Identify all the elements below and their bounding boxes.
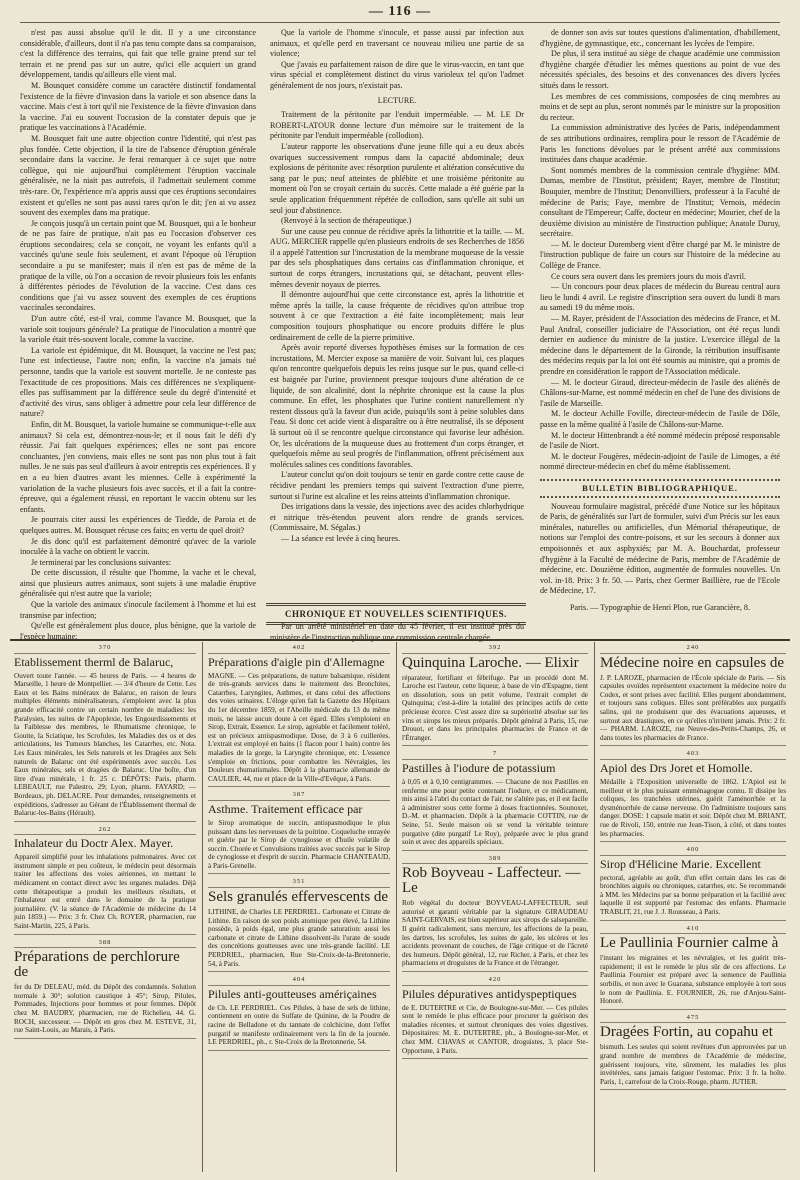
- ad-text: à 0,05 et à 0,10 centigrammes. — Chacune de nos Pastilles en renferme une pour petite contenant l'iodure, et ce médicament, mis ainsi à l'abri du contact de l'air, ne s'altère pas, et il est facile à administrer sous cette forme à doses fractionnées. Sounoxet, D.-M. et pharmacien. Dépôt à la pharmacie COTTIN, rue de Seine, 51. Seule maison où se vend la véritable teinture purgative (dite purgatif Le Roy), préparée avec le plus grand soin et avec des appareils spéciaux.: [402, 777, 588, 847]
- ad-text: Ouvert toute l'année. — 45 heures de Paris. — 4 heures de Marseille, 1 heure de Montpellier. — 3/4 d'heure de Cette. Les Eaux et les Bains minéraux de Balaruc, en raison de leurs multiples éléments minéralisateurs, s'emploient avec la plus grande efficacité contre un certain nombre de maladies: les Paralysies, les suites de l'Apoplexie, les Engourdissements et la Faiblesse des membres, le Rhumatisme chronique, le Goutte, la Sciatique, les Scrofules, les Maladies des os et des articulations, les Tumeurs blanches, les Catarrhes, etc. Nota. Les Eaux minérales, les Sels naturels et les Dragées aux Sels naturels de Balaruc ont été expérimentés avec succès. Les Eaux minérales, sels et dragées de Balaruc. Une boîte, d'un litre d'eau minérale, 1 fr. 25 c. DÉPÔTS: Paris, pharm. LEBEAULT, rue Palestro, 29; Lyon, pharm. FAYARD; — Bordeaux, ph. DELACRE. Pour demandes, renseignements et expéditions, s'adresser au Gérant de l'Établissement thermal de Balaruc-les-Bains (Hérault).: [14, 671, 196, 818]
- paragraph: (Renvoyé à la section de thérapeutique.): [281, 216, 412, 226]
- ad-title: Sirop d'Hélicine Marie. Excellent: [600, 856, 761, 871]
- paragraph: L'auteur conclut qu'on doit toujours se tenir en garde contre cette cause de récidive pendant les premiers temps qui suivent l'extraction d'une pierre, surtout si l'urine est alcaline et les reins atteints d'inflammation chronique.: [270, 470, 524, 501]
- ad-text: de Ch. LE PERDRIEL. Ces Pilules, à base de sels de lithine, contiennent en outre du Sulfate de Quinine, de la Poudre de racine de Belladone et du tannate de colchicine, dont l'effet purgatif se manifeste ordinairement vers la fin de la journée. LE PERDRIEL, ph., r. Ste-Croix de la Bretonnerie, 54.: [208, 1003, 390, 1047]
- paragraph: De plus, il sera institué au siège de chaque académie une commission d'hygiène chargée d'étudier les mêmes questions au point de vue des nécessités spéciales, des besoins et des convenances des divers lycées situés dans le ressort.: [540, 49, 780, 90]
- ad-text: MAGNE. — Ces préparations, de nature balsamique, résident de très-grands services dans le traitement des Bronchites, Catarrhes, Laryngites, Asthmes, et dans celui des affections des voies urinaires. L'éloge qu'en fait la Gazette des Hôpitaux du 1er décembre 1859, et l'Abeille médicale du 13 du même mois, ne laisse aucun doute à cet égard. Elles s'emploient en Sirop, Extrait, Essence. Le sirop, agréable et facilement toléré, est un précieux antispasmodique. Dose, de 3 à 6 cuillerées. L'extrait est employé en bains (1 flacon pour 1 bain) contre les maladies de la gorge, la Laryngite chronique, etc. L'essence s'emploie en frictions, pour combattre les Névralgies, les Douleurs rhumatismales. Dépôt à la pharmacie allemande de CAULIER, 44, rue et place de la Ville-d'Evêque, à Paris.: [208, 671, 390, 783]
- paragraph: LECTURE.: [377, 95, 417, 105]
- ad-number: 403: [600, 750, 786, 760]
- ad-text: pectoral, agréable au goût, d'un effet certain dans les cas de bronchites aiguës ou chroniques, catarrhes, etc. Se recommande à MM. les Médecins par sa bonne préparation et la facilité avec laquelle il est supporté par l'estomac des enfants. Pharmacie TRABLIT, 21, rue J. J. Rousseau, à Paris.: [600, 873, 786, 917]
- paragraph: Sur une cause peu connue de récidive après la lithotritie et la taille. — M. AUG. MERCIER rappelle qu'en plusieurs endroits de ses Recherches de 1856 il a appelé l'attention sur l'incrustation de la membrane muqueuse de la vessie par des sels phosphatiques dans certains cas d'inflammation chronique, et surtout de corps étrangers, incrustations qui, se détachant, peuvent elles-mêmes devenir noyaux de pierres.: [270, 226, 524, 289]
- ad-number: 351: [208, 878, 390, 888]
- advertisement: [208, 642, 390, 787]
- paragraph: Je dis donc qu'il est parfaitement démontré qu'avec de la variole inoculée à la vache on obtient le vaccin.: [20, 536, 256, 557]
- header-rule: [20, 22, 780, 23]
- article-column-2: [270, 28, 524, 600]
- bulletin-text: Nouveau formulaire magistral, précédé d'une Notice sur les hôpitaux de Paris, de généralités sur l'art de formuler, suivi d'un Précis sur les eaux minérales, naturelles ou artificielles, d'un Mémorial thérapeutique, de notions sur l'emploi des contre-poisons, et sur les secours à donner aux empoisonnés et aux asphyxiés; par M. A. Bouchardat, professeur d'hygiène à la Faculté de médecine de Paris, membre de l'Académie de médecine, etc. Douzième édition, augmentée de formules nouvelles. Un vol. in-18. Prix: 3 fr. 50. — Paris, chez Germer Baillière, rue de l'Ecole de Médecine, 17.: [540, 501, 780, 596]
- paragraph: La commission administrative des lycées de Paris, indépendamment de ses attributions ordinaires, remplira pour le ressort de l'Académie de Paris les fonctions dévolues par le présent arrêté aux commissions instituées dans chaque académie.: [540, 123, 780, 165]
- ad-number: 7: [402, 750, 588, 760]
- ad-text: fer du Dr DELEAU, méd. du Dépôt des condamnés. Solution normale à 30°; solution caustique à 45°; Sirop, Pilules, Pommades, Injections pour hommes et pour femmes. Dépôt chez M. BAUDRY, pharmacien, rue de Richelieu, 44. G. ROCH, successeur. — Dépôt en gros chez M. ESTEVE, 31, rue Saint-Louis, au Marais, à Paris.: [14, 983, 196, 1035]
- paragraph: de donner son avis sur toutes questions d'alimentation, d'habillement, d'hygiène, de gymnastique, etc., concernant les lycées de l'empire.: [540, 28, 780, 48]
- ad-text: LITHINE, de Charles LE PERDRIEL. Carbonate et Citrate de Lithine. En raison de son poids atomique peu élevé, la Lithine possède, à poids égal, une plus grande saturation: aussi les carbonate et citrate de Lithine dissolvent-ils l'urate de soude des concrétions goutteuses avec une très-grande facilité. LE PERDRIEL, pharmacien, Rue Ste-Croix-de-la-Bretonnerie, 54, à Paris.: [208, 908, 390, 968]
- ad-title: Inhalateur du Doctr Alex. Mayer.: [14, 836, 174, 851]
- paragraph: Ce cours sera ouvert dans les premiers jours du mois d'avril.: [551, 271, 746, 281]
- article-column-2-tail: [270, 622, 524, 642]
- bulletin-heading: BULLETIN BIBLIOGRAPHIQUE.: [540, 479, 780, 498]
- paragraph: — M. le docteur Duremberg vient d'être chargé par M. le ministre de l'instruction publique de faire un cours sur l'histoire de la médecine au Collège de France.: [540, 239, 780, 271]
- ad-number: 240: [600, 644, 786, 654]
- ad-text: Médaille à l'Exposition universelle de 1862. L'Apiol est le meilleur et le plus puissant emménagogue connu. Il dissipe les coliques, les tranchées utérines, guérit l'aménorrhée et la dysménorrhée de cause nerveuse. On l'administre toujours sans danger. DOSE: 1 capsule matin et soir. Dépôt chez M. BRIANT, rue de Rivoli, 150, entrée rue Jean-Tison, à côté, et dans toutes les pharmacies.: [600, 777, 786, 838]
- ad-text: Appareil simplifié pour les inhalations pulmonaires. Avec cet instrument simple et peu coûteux, le médecin peut désormais traiter les affections des voies aériennes, en mettant le médicament en contact direct avec les organes malades. Déjà cette thérapeutique a produit les meilleurs résultats, et l'inhalateur est entré dans le domaine de la pratique journalière. (V. la séance de l'Académie de médecine du 14 juin 1859.) — Prix: 3 fr. Chez Ch. ROYER, pharmacien, rue Saint-Martin, 225, à Paris.: [14, 853, 196, 931]
- advertisement: [600, 1012, 786, 1091]
- paragraph: M. Bousquet considère comme un caractère distinctif fondamental l'existence de la fièvre d'invasion dans la variole et son absence dans la vaccine. Mais c'est à tort qu'il nie l'existence de la fièvre d'invasion dans la vaccine. J'ai eu souvent l'occasion de la constater depuis que je pratique les vaccinations à l'Académie.: [20, 80, 256, 133]
- ad-title: Quinquina Laroche. — Elixir: [402, 654, 579, 671]
- ad-title: Pilules anti-goutteuses amériçaines: [208, 986, 377, 1001]
- advertisement: [402, 748, 588, 850]
- ads-divider: [10, 639, 790, 641]
- paragraph: M. le docteur Fougères, médecin-adjoint de l'asile de Limoges, a été nommé directeur-médecin en chef du même établissement.: [540, 451, 780, 472]
- paragraph: Que la variole de l'homme s'inocule, et passe aussi par infection aux animaux, et qu'elle perd en traversant ce nouveau milieu une partie de sa violence;: [270, 28, 524, 59]
- advertisement: [402, 642, 588, 746]
- ad-text: de E. DUTERTRE et Cie, de Boulogne-sur-Mer. — Ces pilules sont le remède le plus efficace pour procurer la guérison des maladies récentes, et surtout chroniques des voies digestives. Dépositaires: M. E. DUTERTRE, ph., à Boulogne-sur-Mer, et chez MM. CHAVAS et CANTOR, droguistes, 3, place Ste-Opportune, à Paris.: [402, 1003, 588, 1055]
- article-column-3: [540, 28, 780, 638]
- ads-column-2: [208, 642, 390, 1172]
- ads-separator: [202, 642, 203, 1172]
- ad-text: réparateur, fortifiant et fébrifuge. Par un procédé dont M. Laroche est l'auteur, cette liqueur, à base de vin d'Espagne, tient en dissolution, sous un petit volume, l'extrait complet de Quinquina; c'est-à-dire la totalité des principes actifs de cette précieuse écorce. C'est assez dire sa supériorité absolue sur les vins et sirops les mieux préparés. Dépôt général à Paris, 15, rue Drouot, et dans les principales pharmacies de France et de l'Étranger.: [402, 673, 588, 742]
- paragraph: Il démontre aujourd'hui que cette circonstance est, après la lithotritie et même après la taille, la cause fréquente de récidives qu'on attribue trop souvent à ce que l'extraction a été faite incomplètement; mais leur composition toujours phosphatique ou encore produits différe le plus ordinairement de celle de la pierre primitive.: [270, 290, 524, 342]
- ad-text: le Sirop aromatique de succin, antispasmodique le plus puissant dans les nerveuses de la poitrine. Coqueluche enrayée et guérie par le Sirop de cynoglosse et d'huile volatile de succin. Chorée et Convulsions traitées avec succès par le Sirop de cynoglosse et d'esprit de succin. Pharmacie CHANTEAUD, à Paris-Grenelle.: [208, 818, 390, 870]
- ads-separator: [396, 642, 397, 1172]
- ad-number: 402: [208, 644, 390, 654]
- article-column-1: [20, 28, 256, 641]
- ads-column-3: [402, 642, 588, 1172]
- ad-number: 404: [208, 976, 390, 986]
- ad-title: Rob Boyveau - Laffecteur. — Le: [402, 865, 581, 897]
- paragraph: Enfin, dit M. Bousquet, la variole humaine se communique-t-elle aux animaux? Si cela est, démontrez-nous-le; et il nous fait le défi d'y réussir. J'ai fait quelques expériences; elles ne sont pas encore concluantes, j'en conviens, mais elles ne sont pas non plus tout à fait nulles. Je ne suis pas seul d'ailleurs à avoir entrepris ces expériences. Il y en a eu bien d'autres avant les miennes. Celle à expérimenté la variolation de la vache plusieurs fois avec succès, et il a fait la contre-épreuve, qui a également réussi, en reportant le vaccin obtenu sur les enfants.: [20, 419, 256, 514]
- ad-number: 262: [14, 826, 196, 836]
- ad-title: Etablissement therml de Balaruc,: [14, 654, 174, 669]
- ad-number: 389: [402, 855, 588, 865]
- ad-title: Asthme. Traitement efficace par: [208, 801, 363, 816]
- ad-title: Pilules dépuratives antidyspeptiques: [402, 986, 577, 1001]
- ads-column-4: [600, 642, 786, 1172]
- paragraph: — Un concours pour deux places de médecin du Bureau central aura lieu le lundi 4 avril. Le registre d'inscription sera ouvert du lundi 8 mars au samedi 19 du même mois.: [540, 282, 780, 313]
- advertisement: [402, 974, 588, 1059]
- paragraph: Les membres de ces commissions, composées de cinq membres au moins et de sept au plus, seront nommés par le ministre sur la proposition du recteur.: [540, 91, 780, 122]
- ad-number: 370: [14, 644, 196, 654]
- ad-number: 420: [402, 976, 588, 986]
- ad-text: Rob végétal du docteur BOYVEAU-LAFFECTEUR, seul autorisé et garanti véritable par la signature GIRAUDEAU SAINT-GERVAIS, est bien supérieur aux sirops de salsepareille. Il guérit radicalement, sans mercure, les affections de la peau, les dartres, les scrofules, les suites de gale, les ulcères et les accidents provenant de couches, de l'âge critique et de l'âcreté des humeurs. Dépôt général, 12, rue Richer, à Paris, et chez les pharmaciens et droguistes de la France et de l'étranger.: [402, 899, 588, 968]
- paragraph: Je pourrais citer aussi les expériences de Tiedde, de Paroia et de quelques autres. M. Bousquet récuse ces faits; en vertu de quel droit?: [20, 515, 256, 535]
- paragraph: — La séance est levée à cinq heures.: [281, 533, 401, 543]
- paragraph: Traitement de la péritonite par l'enduit imperméable. — M. LE Dr ROBERT-LATOUR donne lecture d'un mémoire sur le traitement de la péritonite par l'enduit imperméable (collodion).: [270, 110, 524, 141]
- chronique-heading: CHRONIQUE ET NOUVELLES SCIENTIFIQUES.: [266, 603, 526, 625]
- advertisement: [14, 642, 196, 822]
- ad-number: 388: [14, 939, 196, 949]
- paragraph: — M. le docteur Giraud, directeur-médecin de l'asile des aliénés de Châlons-sur-Marne, est nommé médecin en chef de l'une des divisions de l'asile de Marseille.: [540, 377, 780, 408]
- ad-title: Préparations de perchlorure de: [14, 949, 180, 981]
- paragraph: M. le docteur Hittenbrandt a été nommé médecin préposé responsable de l'asile de Niort.: [540, 430, 780, 451]
- advertisement: [208, 876, 390, 972]
- chronique-paragraph: Par un arrêté ministériel en date du 45 février, il est institué près du ministère de l'instruction publique une commission centrale chargée: [270, 622, 524, 642]
- advertisement: [600, 748, 786, 842]
- ad-number: 392: [402, 644, 588, 654]
- paragraph: Je conçois jusqu'à un certain point que M. Bousquet, qui a le bonheur de ne pas faire de pratique, n'ait pas eu l'occasion d'observer ces éruptions secondaires; cela se conçoit, ne voyant les enfants qu'il a vaccinés qu'une seule fois seulement, et avant l'époque où l'éruption secondaire a pu se manifester; mais il n'en est pas de même de la pratique de la ville, où l'on a occasion de revoir plusieurs fois les enfants à différentes périodes de l'évolution de la vaccine. C'est dans ces conditions que j'ai vu assez souvent des exemples de ces éruptions vaccinales secondaires.: [20, 218, 256, 313]
- paragraph: D'un autre côté, est-il vrai, comme l'avance M. Bousquet, que la variole soit toujours générale? La pratique de l'inoculation a montré que la variole était très-souvent locale, comme la vaccine.: [20, 314, 256, 345]
- paragraph: Sont nommés membres de la commission centrale d'hygiène: MM. Dumas, membre de l'Institut, président; Rayer, membre de l'Institut; Bouquier, membre de l'Institut; Denonvilliers, professeur à la Faculté de médecine de Paris; Faye, membre de l'Institut; Vernois, médecin consultant de l'Empereur; Caffe, docteur en médecine; Mourier, chef de la deuxième division au ministère de l'instruction publique; Anatole Duruy, secrétaire.: [540, 165, 780, 239]
- paragraph: La variole est épidémique, dit M. Bousquet, la vaccine ne l'est pas; l'une est infectieuse, l'autre non; enfin, la vaccine n'a jamais tué personne, tandis que la variole est souvent mortelle. Je ne conteste pas l'exactitude de ces propositions. Mais ces différences ne s'expliquent-elles pas suffisamment par la différence seule du degré d'intensité et d'activité des virus, sans obliger à admettre pour cela leur différence de nature?: [20, 345, 256, 419]
- ad-number: 475: [600, 1014, 786, 1024]
- advertisement: [600, 923, 786, 1010]
- advertisement: [14, 937, 196, 1039]
- ad-number: 410: [600, 925, 786, 935]
- ad-title: Médecine noire en capsules de: [600, 654, 785, 671]
- ads-separator: [594, 642, 595, 1172]
- advertisement: [600, 642, 786, 746]
- paragraph: L'auteur rapporte les observations d'une jeune fille qui a eu deux abcès ovariques successivement rompus dans la capacité abdominale; deux explosions de péritonite avec résorption purulente et altération consécutive du sang par le pus; neuf atteintes de phlébite et une troisième péritonite au moment où l'on se croyait certain du succès. Cette malade a été guérie par la seule application fréquemment répétée de collodion, sans qu'elle ait subi un seul jour d'abstinence.: [270, 141, 524, 215]
- paragraph: n'est pas aussi absolue qu'il le dit. Il y a une circonstance considérable, d'ailleurs, dont il n'a pas tenu compte dans sa comparaison, c'est la différence des terrains, qui fait que telle graine prend sur tel terrain et ne prend pas sur un autre, qu'ici elle acquiert un grand développement, tandis qu'ailleurs elle vient mal.: [20, 28, 256, 80]
- ad-title: Pastilles à l'iodure de potassium: [402, 760, 556, 775]
- advertisement: [208, 974, 390, 1051]
- printer-line: Paris. — Typographie de Henri Plon, rue Garancière, 8.: [570, 602, 750, 612]
- paragraph: M. le docteur Achille Foville, directeur-médecin de l'asile de Dôle, passe en la même qualité à l'asile de Châlons-sur-Marne.: [540, 409, 780, 429]
- paragraph: Des irrigations dans la vessie, des injections avec des acides chlorhydrique et nitrique très-étendus peuvent alors rendre de grands services. (Commissaire, M. Ségalas.): [270, 502, 524, 533]
- ad-title: Sels granulés effervescents de: [208, 889, 389, 906]
- ad-title: Préparations d'aigle pin d'Allemagne: [208, 654, 385, 669]
- paragraph: Je terminerai par les conclusions suivantes:: [31, 557, 172, 567]
- paragraph: Que la variole des animaux s'inocule facilement à l'homme et lui est transmise par infection;: [20, 600, 256, 620]
- paragraph: Qu'elle est généralement plus douce, plus bénigne, que la variole de l'espèce humaine;: [20, 621, 256, 641]
- paragraph: Après avoir reporté diverses hypothèses émises sur la formation de ces incrustations, M. Mercier expose sa manière de voir. Suivant lui, ces plaques qu'on rencontre quelquefois depuis les reins jusque sur le pus, quand celle-ci est baignée par l'urine, proviennent presque toujours d'une altération de ce liquide, de son alcalinité, dont la néphrite chronique est la cause la plus commune. En effet, les phosphates que l'urine contient naturellement n'y restent dissous qu'à la faveur d'un acide, puisqu'ils sont à peine solubles dans l'eau. Si donc cet acide vient à disparaître ou à être neutralisé, ils se déposent là surtout où il se rencontre quelque circonstance qui favorise leur adhésion. Or, les ulcérations de la muqueuse dues au frottement d'un corps étranger, et quelquefois même au seul progrès de l'inflammation, offrent précisément aux molécules salines ces conditions favorables.: [270, 343, 524, 469]
- ads-column-1: [14, 642, 196, 1172]
- ad-number: 387: [208, 791, 390, 801]
- ad-text: J. P. LAROZE, pharmacien de l'École spéciale de Paris. — Six capsules ovoïdes représentent exactement la médecine noire du Codex, et sont prises avec facilité. Elles purgent abondamment, et toujours sans coliques. Elles sont préférables aux purgatifs salins, qui ne produisent que des évacuations aqueuses, et surtout aux drastiques, en ce qu'elles n'irritent jamais. Prix: 2 fr. — PHARM. LAROZE, rue Neuve-des-Petits-Champs, 26, et dans toutes les pharmacies de France.: [600, 673, 786, 742]
- paragraph: De cette discussion, il résulte que l'homme, la vache et le cheval, ainsi que plusieurs autres animaux, sont sujets à une maladie éruptive généralisée qui n'est autre que la variole;: [20, 568, 256, 599]
- ad-number: 400: [600, 846, 786, 856]
- advertisement: [208, 789, 390, 874]
- page-number: — 116 —: [368, 4, 432, 19]
- ad-text: bismuth. Les seules qui soient revêtues d'un approuvées par un grand nombre de membres de l'Académie de médecine, guérissent toujours, vite, sûrement, les maladies les plus invétérées, sans jamais fatiguer l'estomac. Prix: 3 fr. la boîte. Paris, 1, carrefour de la Croix-Rouge, pharm. JUTIER.: [600, 1043, 786, 1086]
- ad-title: Dragées Fortin, au copahu et: [600, 1024, 773, 1041]
- ad-title: Le Paullinia Fournier calme à: [600, 935, 779, 952]
- paragraph: M. Bousquet fait une autre objection contre l'identité, qui n'est pas plus fondée. Cette objection, il la tire de l'absence d'éruption générale secondaire dans la vaccine. Je ferai remarquer à ce sujet que notre collègue, qui nie aujourd'hui complètement l'éruption vaccinale généralisée, ne la niait pas autrefois, il l'admettait seulement comme très-rare. Or, l'expérience m'a appris aussi que ces éruptions secondaires existent et qu'elles ne sont pas aussi rares qu'on le dit; j'en ai vu assez souvent des exemples dans ma pratique.: [20, 133, 256, 218]
- paragraph: — M. Rayer, président de l'Association des médecins de France, et M. Paul Andral, conseiller judiciaire de l'Association, ont été reçus lundi dernier en audience du ministre de la justice. L'exercice illégal de la médecine dans le département de la Gironde, la rétribution insuffisante des médecins requis par la loi ont été soumis au ministre, qui a promis de prendre en considération le rapport de l'Association médicale.: [540, 314, 780, 376]
- advertisement: [402, 853, 588, 972]
- ad-text: l'instant les migraines et les névralgies, et les guérit très-rapidement; il est le remède le plus sûr de ces affections. Le Paullinia Fournier est préparé avec la semence de Paullinia sorbilis, et non avec le Guarana, substance employée à tort sous le nom de Paullinia. E. FOURNIER, 26, rue d'Anjou-Saint-Honoré.: [600, 954, 786, 1006]
- paragraph: Que j'avais eu parfaitement raison de dire que le virus-vaccin, en tant que virus spécial et complètement distinct du virus varioleux tel qu'on l'admet généralement de nos jours, n'existait pas.: [270, 59, 524, 90]
- advertisement: [14, 824, 196, 935]
- advertisement: [600, 844, 786, 921]
- ad-title: Apiol des Drs Joret et Homolle.: [600, 760, 753, 775]
